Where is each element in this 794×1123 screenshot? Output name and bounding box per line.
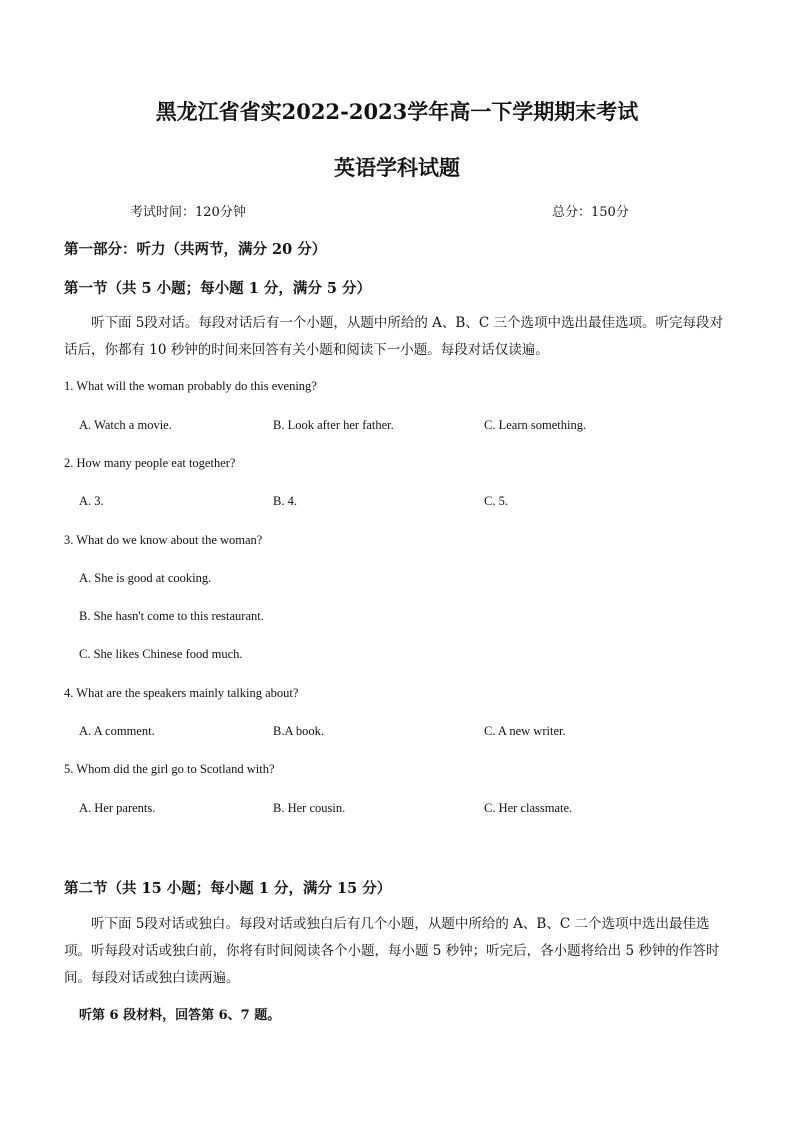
section2-heading: 第二节（共 15 小题；每小题 1 分，满分 15 分） xyxy=(64,880,392,897)
part1-heading: 第一部分：听力（共两节，满分 20 分） xyxy=(64,241,327,258)
question-5: 5. Whom did the girl go to Scotland with? xyxy=(64,762,275,776)
q3-option-c: C. She likes Chinese food much. xyxy=(79,647,243,661)
exam-title: 黑龙江省省实2022-2023学年高一下学期期末考试 xyxy=(155,99,639,124)
section1-instructions-text: 听下面 5段对话。每段对话后有一个小题，从题中所给的 A、B、C 三个选项中选出最佳选项。听完每段对话后，你都有 10 秒钟的时间来回答有关小题和阅读下一小题。每段对话仅读遍。 xyxy=(64,315,723,358)
section2-instructions-text: 听下面 5段对话或独白。每段对话或独白后有几个小题，从题中所给的 A、B、C 二个选项中选出最佳选项。听每段对话或独白前，你将有时间阅读各个小题，每小题 5 秒钟；听完后，各小题将给出 5 秒钟的作答时间。每段对话或独白读两遍。 xyxy=(64,916,720,986)
section2-instructions xyxy=(64,911,724,992)
q1-option-a: A. Watch a movie. xyxy=(79,418,172,432)
q1-option-b: B. Look after her father. xyxy=(273,418,394,432)
q4-option-a: A. A comment. xyxy=(79,724,155,738)
question-4: 4. What are the speakers mainly talking about? xyxy=(64,686,299,700)
q5-option-b: B. Her cousin. xyxy=(273,801,346,815)
q4-option-b: B.A book. xyxy=(273,724,325,738)
q1-option-c: C. Learn something. xyxy=(484,418,587,432)
q5-option-a: A. Her parents. xyxy=(79,801,156,815)
q3-option-b: B. She hasn't come to this restaurant. xyxy=(79,609,264,623)
q2-option-a: A. 3. xyxy=(79,494,104,508)
section1-instructions xyxy=(64,310,724,364)
exam-time: 考试时间：120分钟 xyxy=(130,205,246,220)
question-2: 2. How many people eat together? xyxy=(64,456,236,470)
material-6-heading: 听第 6 段材料，回答第 6、7 题。 xyxy=(79,1008,281,1023)
question-3: 3. What do we know about the woman? xyxy=(64,533,263,547)
exam-subtitle: 英语学科试题 xyxy=(334,155,460,180)
question-1: 1. What will the woman probably do this evening? xyxy=(64,379,317,393)
q2-option-c: C. 5. xyxy=(484,494,508,508)
q3-option-a: A. She is good at cooking. xyxy=(79,571,212,585)
q2-option-b: B. 4. xyxy=(273,494,297,508)
total-score: 总分：150分 xyxy=(552,205,629,220)
q4-option-c: C. A new writer. xyxy=(484,724,566,738)
section1-heading: 第一节（共 5 小题；每小题 1 分，满分 5 分） xyxy=(64,280,372,297)
q5-option-c: C. Her classmate. xyxy=(484,801,573,815)
